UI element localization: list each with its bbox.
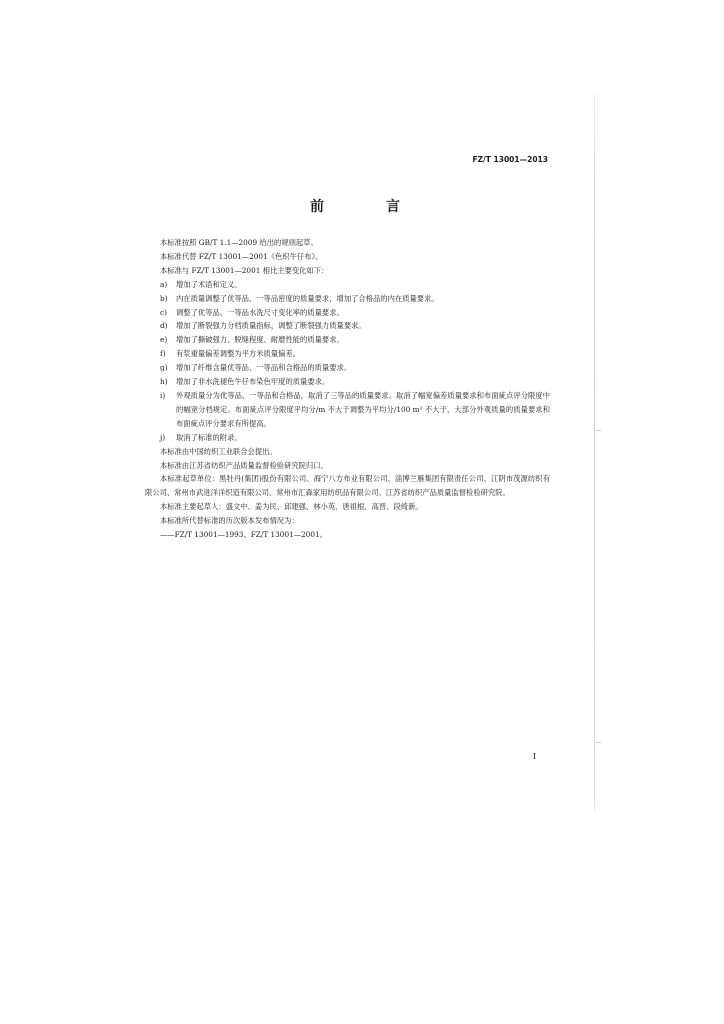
list-item [145,361,550,375]
list-item-text: 外观质量分为优等品、一等品和合格品，取消了三等品的质量要求。取消了幅宽偏差质量要求和布面疵点评分限度中的幅宽分档规定。布面疵点评分限度平均分/m 不大于调整为平均分/100 m² 不大于，大部分外观质量的质量要求和布面疵点评分要求有所提高。 [176,390,550,428]
scan-edge-mark [596,742,601,743]
list-item [145,292,550,306]
list-item-label: c) [160,307,167,317]
list-item-text: 增加了撕破强力、脱缝程度、耐磨性能的质量要求。 [176,335,344,345]
list-item-text: 内在质量调整了优等品、一等品密度的质量要求，增加了合格品的内在质量要求。 [176,293,439,303]
paragraph: 本标准由中国纺织工业联合会提出。 [160,446,277,456]
list-item [145,319,550,333]
drafting-units-paragraph: 本标准起草单位：黑牡丹(集团)股份有限公司、海宁八方布业有限公司、淄博兰雁集团有限责任公司、江阴市茂源纺织有限公司、常州市武进洋洋织造有限公司、常州市汇森家用纺织品有限公司、江苏省纺织产品质量监督检验研究院。 [145,474,550,498]
list-item-text: 增加了纤维含量优等品、一等品和合格品的质量要求。 [176,363,352,373]
list-item-label: d) [160,321,168,331]
list-item-label: h) [160,377,168,387]
paragraph: 本标准代替 FZ/T 13001—2001《色织牛仔布》。 [160,251,323,261]
list-item [145,333,550,347]
list-item-text: 调整了优等品、一等品水洗尺寸变化率的质量要求。 [176,307,344,317]
list-item [145,306,550,320]
list-item-label: b) [160,293,168,303]
list-item-label: i) [160,390,166,400]
list-item-text: 有浆重量偏差调整为平方米质量偏差。 [176,349,301,359]
list-item-text: 增加了断裂强力分档质量指标，调整了断裂强力质量要求。 [176,321,366,331]
list-item-text: 增加了术语和定义。 [176,279,242,289]
page-title: 前 言 [310,199,424,215]
paragraph: 本标准与 FZ/T 13001—2001 相比主要变化如下： [160,265,329,275]
list-item-label: j) [160,432,166,442]
list-item-label: g) [160,363,168,373]
paragraph: 本标准由江苏省纺织产品质量监督检验研究院归口。 [160,460,328,470]
list-item [145,431,550,445]
list-item [145,347,550,361]
list-item-label: e) [160,335,168,345]
previous-editions: ——FZ/T 13001—1993、FZ/T 13001—2001。 [160,530,327,540]
scan-edge-line [594,95,595,810]
list-item [145,278,550,292]
list-item-label: a) [160,279,168,289]
paragraph: 本标准按照 GB/T 1.1—2009 给出的规则起草。 [160,238,318,247]
list-item-label: f) [160,349,166,359]
drafters-paragraph: 本标准主要起草人：盛文中、姜为民、邱建强、林小英、唐祖根、高晋、段绮新。 [160,502,423,512]
scan-edge-mark [596,430,601,431]
foreword-body [145,236,550,542]
standard-code: FZ/T 13001—2013 [472,155,548,164]
list-item [145,375,550,389]
paragraph: 本标准所代替标准的历次版本发布情况为： [160,516,299,526]
list-item [145,389,550,431]
page-number: I [532,752,536,761]
list-item-text: 增加了非水洗褪色牛仔布染色牢度的质量要求。 [176,377,330,387]
list-item-text: 取消了标准的附录。 [176,432,242,442]
